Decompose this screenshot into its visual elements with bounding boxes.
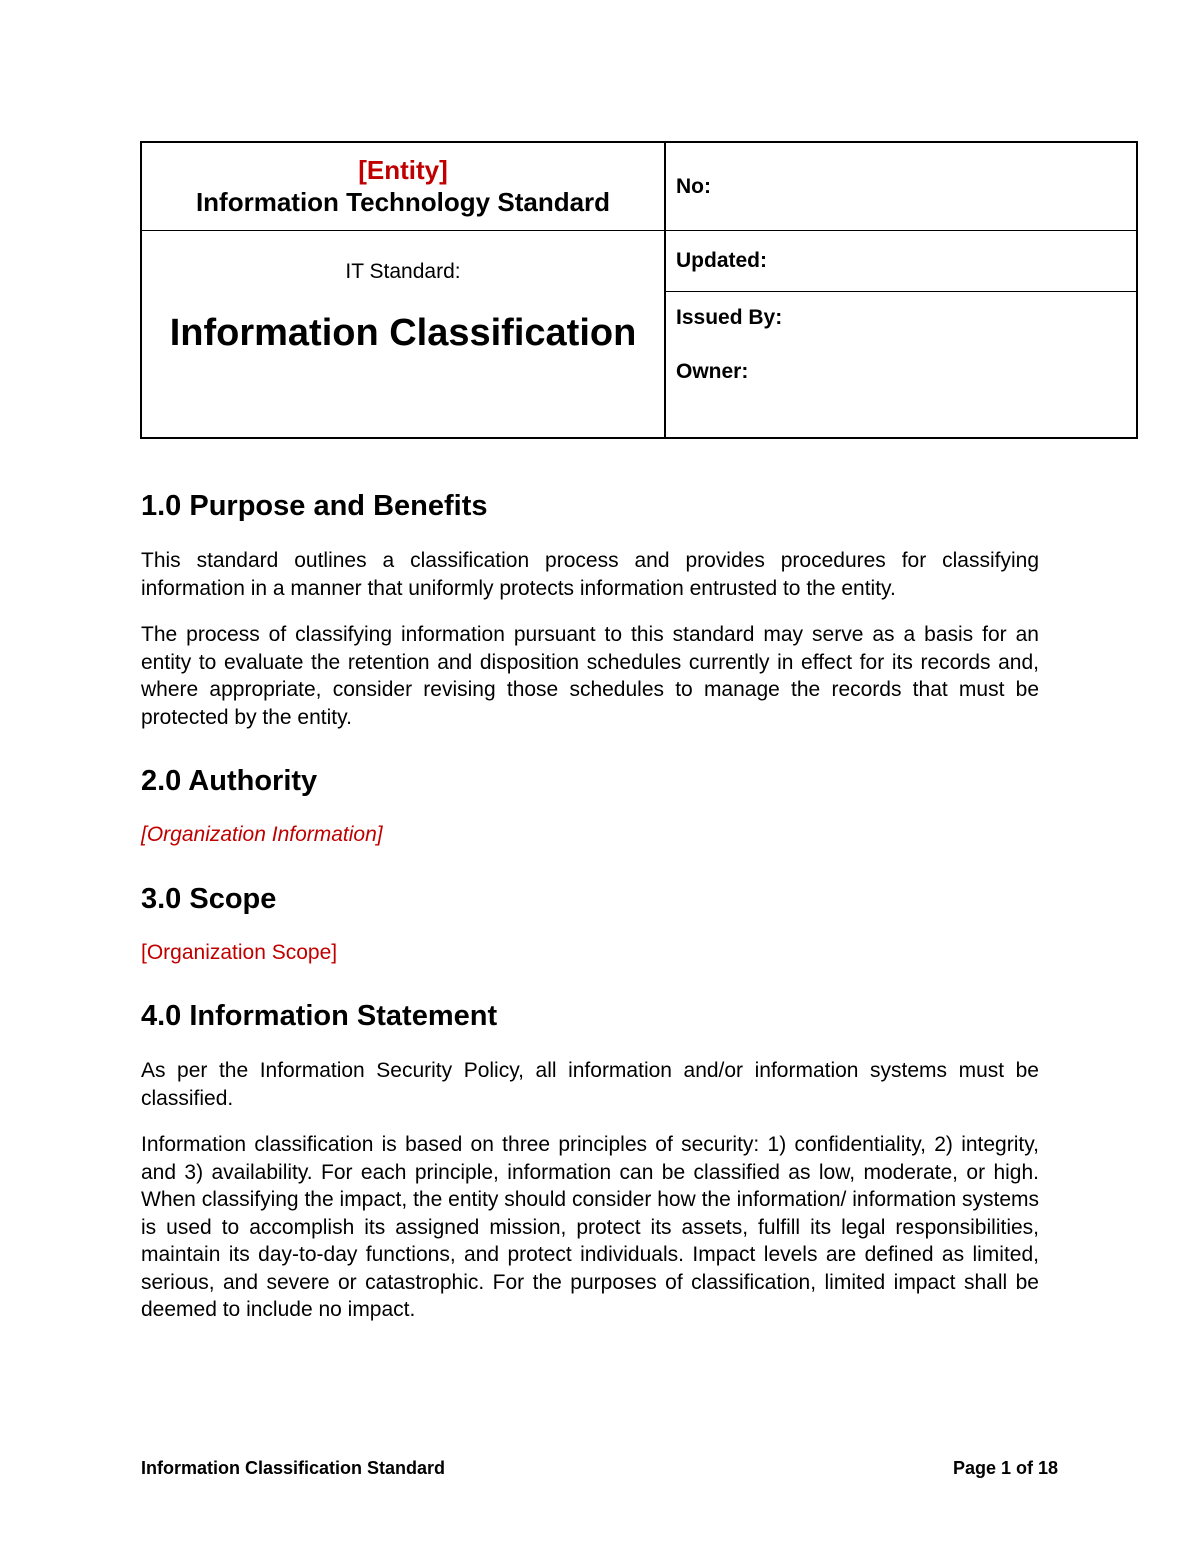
section-heading-authority: 2.0 Authority bbox=[141, 765, 318, 797]
header-row-divider bbox=[142, 230, 1136, 231]
issued-by-label: Issued By: bbox=[676, 306, 783, 329]
footer-document-title: Information Classification Standard bbox=[141, 1458, 446, 1478]
standard-title: Information Technology Standard bbox=[195, 187, 611, 217]
statement-paragraph-1: As per the Information Security Policy, all information and/or information systems must be classified. bbox=[141, 1059, 1039, 1110]
it-standard-label: IT Standard: bbox=[345, 260, 461, 283]
document-header-table bbox=[140, 141, 1138, 439]
footer-page-number: Page 1 of 18 bbox=[952, 1458, 1058, 1478]
section-heading-scope: 3.0 Scope bbox=[141, 882, 277, 915]
purpose-paragraph-2: The process of classifying information pursuant to this standard may serve as a basis for an entity to evaluate the retention and disposition schedules currently in effect for its records and, where appropriate, consider revising those schedules to manage the records that must be protected by the entity. bbox=[141, 623, 1039, 729]
scope-placeholder: [Organization Scope] bbox=[141, 940, 338, 964]
header-column-divider bbox=[664, 143, 666, 437]
document-title: Information Classification bbox=[169, 312, 637, 354]
owner-label: Owner: bbox=[676, 360, 749, 383]
purpose-paragraph-1: This standard outlines a classification process and provides procedures for classifying information in a manner that uniformly protects information entrusted to the entity. bbox=[141, 549, 1039, 600]
authority-placeholder: [Organization Information] bbox=[141, 823, 383, 846]
document-body bbox=[141, 486, 1039, 1324]
section-heading-purpose: 1.0 Purpose and Benefits bbox=[141, 490, 488, 522]
updated-label: Updated: bbox=[676, 249, 767, 272]
section-heading-statement: 4.0 Information Statement bbox=[141, 1000, 498, 1032]
header-meta-divider bbox=[665, 291, 1136, 292]
entity-placeholder: [Entity] bbox=[358, 155, 448, 185]
no-label: No: bbox=[676, 175, 711, 198]
statement-paragraph-2: Information classification is based on three principles of security: 1) confidentiality, 2) integrity, and 3) availability. For each principle, information can be classified as low, moderate, or high. When classifying the impact, the entity should consider how the information/ information systems is used to accomplish its assigned mission, protect its assets, fulfill its legal responsibilities, maintain its day-to-day functions, and protect individuals. Impact levels are defined as limited, serious, and severe or catastrophic. For the purposes of classification, limited impact shall be deemed to include no impact. bbox=[141, 1133, 1039, 1321]
